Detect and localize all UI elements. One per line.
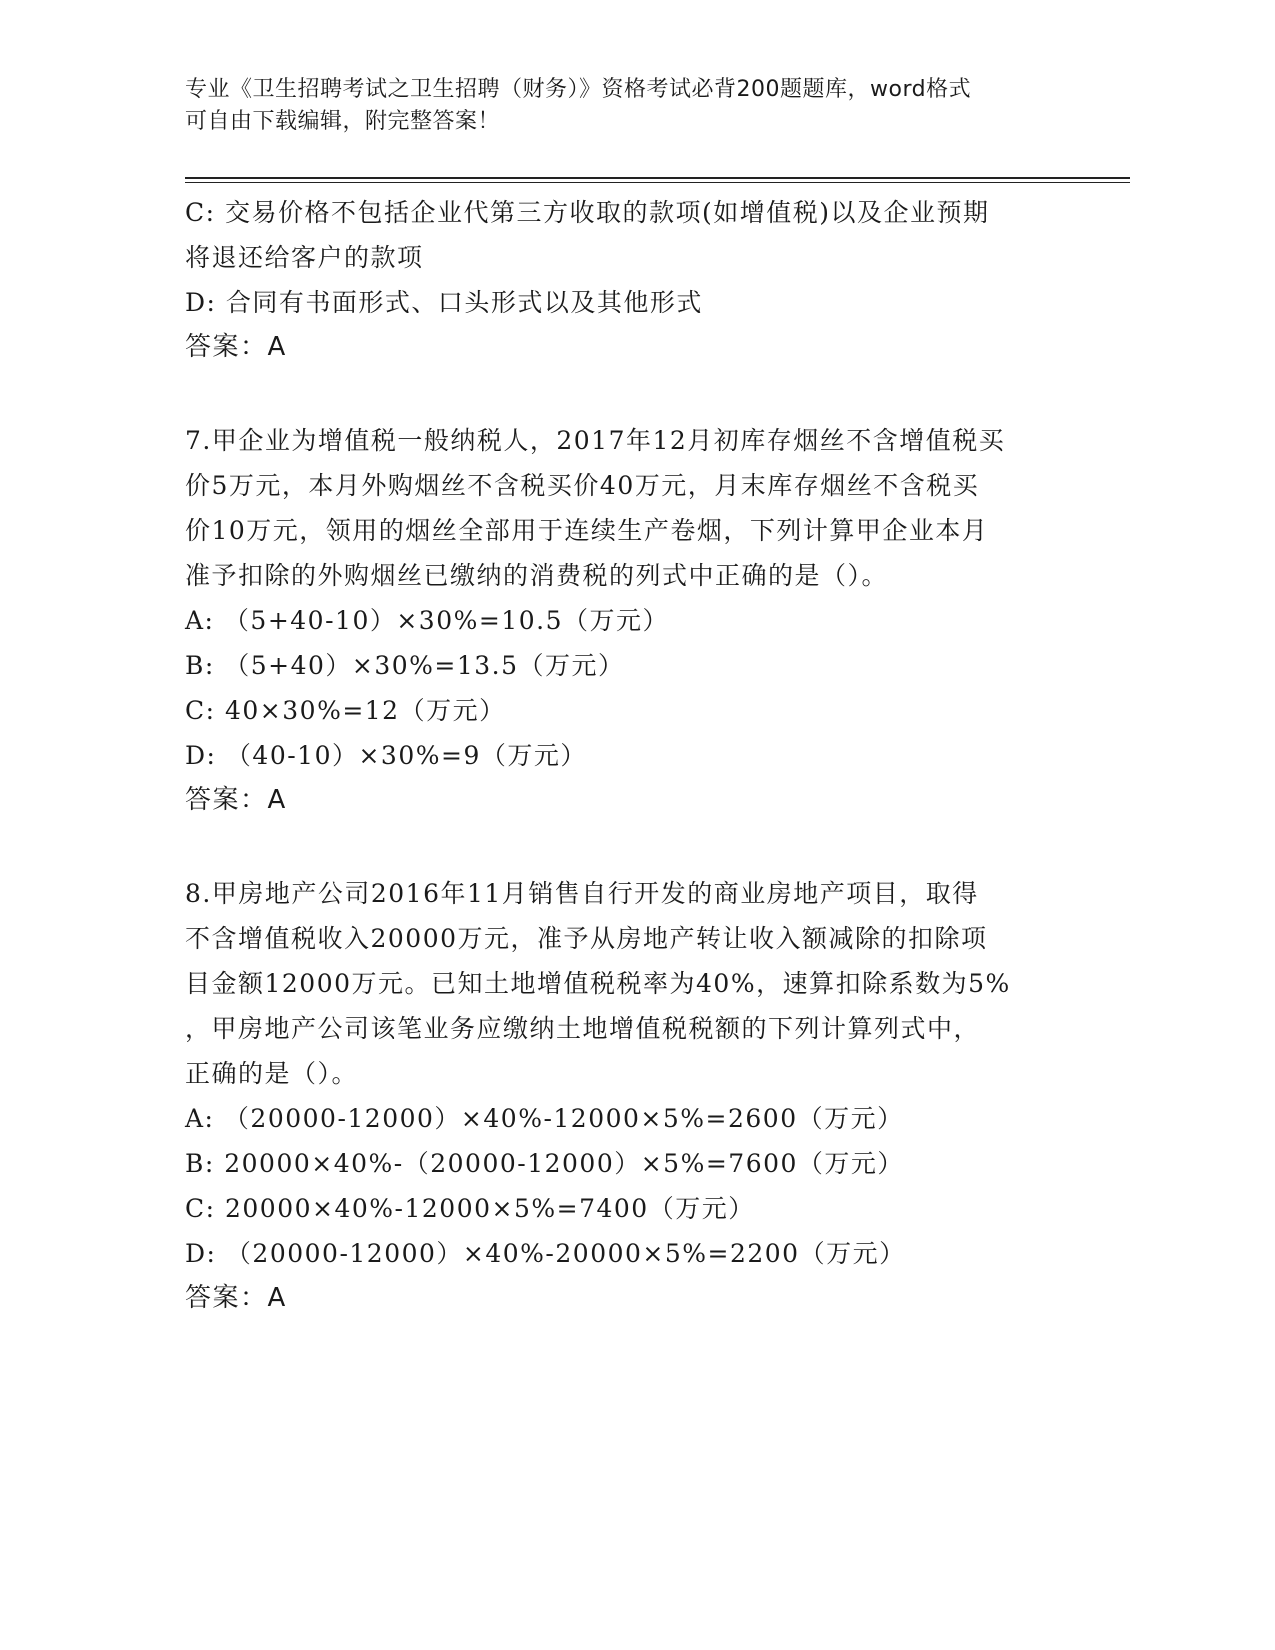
option-c-line2: 将退还给客户的款项 [185, 243, 424, 272]
option-c-line1: C: 交易价格不包括企业代第三方收取的款项(如增值税)以及企业预期 [185, 198, 990, 227]
option-c: C: 40×30%=12（万元） [185, 696, 506, 725]
header-rule-thick [185, 177, 1130, 179]
page-header [185, 74, 1065, 138]
header-rule-thin [185, 182, 1130, 183]
option-c: C: 20000×40%-12000×5%=7400（万元） [185, 1194, 755, 1223]
question-7 [185, 418, 1085, 823]
option-d: D: 合同有书面形式、口头形式以及其他形式 [185, 288, 703, 317]
option-a: A: （20000-12000）×40%-12000×5%=2600（万元） [185, 1104, 904, 1133]
question-8 [185, 871, 1085, 1321]
answer: 答案：A [185, 785, 287, 815]
question-stem-line1: 8.甲房地产公司2016年11月销售自行开发的商业房地产项目，取得 [185, 879, 979, 908]
question-stem-line4: ，甲房地产公司该笔业务应缴纳土地增值税税额的下列计算列式中， [185, 1014, 981, 1043]
question-stem-line4: 准予扣除的外购烟丝已缴纳的消费税的列式中正确的是（）。 [185, 561, 889, 590]
question-stem-line2: 价5万元，本月外购烟丝不含税买价40万元，月末库存烟丝不含税买 [185, 471, 980, 500]
answer: 答案：A [185, 332, 287, 362]
header-title-line2: 可自由下载编辑，附完整答案！ [185, 109, 501, 134]
question-stem-line3: 价10万元，领用的烟丝全部用于连续生产卷烟，下列计算甲企业本月 [185, 516, 989, 545]
option-b: B: 20000×40%-（20000-12000）×5%=7600（万元） [185, 1149, 904, 1178]
header-title-line1: 专业《卫生招聘考试之卫生招聘（财务）》资格考试必背200题题库，word格式 [185, 77, 972, 102]
option-d: D: （20000-12000）×40%-20000×5%=2200（万元） [185, 1239, 906, 1268]
question-stem-line2: 不含增值税收入20000万元，准予从房地产转让收入额减除的扣除项 [185, 924, 988, 953]
spacer [185, 823, 1085, 871]
document-body [185, 190, 1085, 1321]
question-prev-continued [185, 190, 1085, 370]
question-stem-line3: 目金额12000万元。已知土地增值税税率为40%，速算扣除系数为5% [185, 969, 1011, 998]
option-a: A: （5+40-10）×30%=10.5（万元） [185, 606, 669, 635]
question-stem-line5: 正确的是（）。 [185, 1059, 359, 1088]
question-stem-line1: 7.甲企业为增值税一般纳税人，2017年12月初库存烟丝不含增值税买 [185, 426, 1006, 455]
spacer [185, 370, 1085, 418]
answer: 答案：A [185, 1283, 287, 1313]
option-b: B: （5+40）×30%=13.5（万元） [185, 651, 625, 680]
option-d: D: （40-10）×30%=9（万元） [185, 741, 587, 770]
